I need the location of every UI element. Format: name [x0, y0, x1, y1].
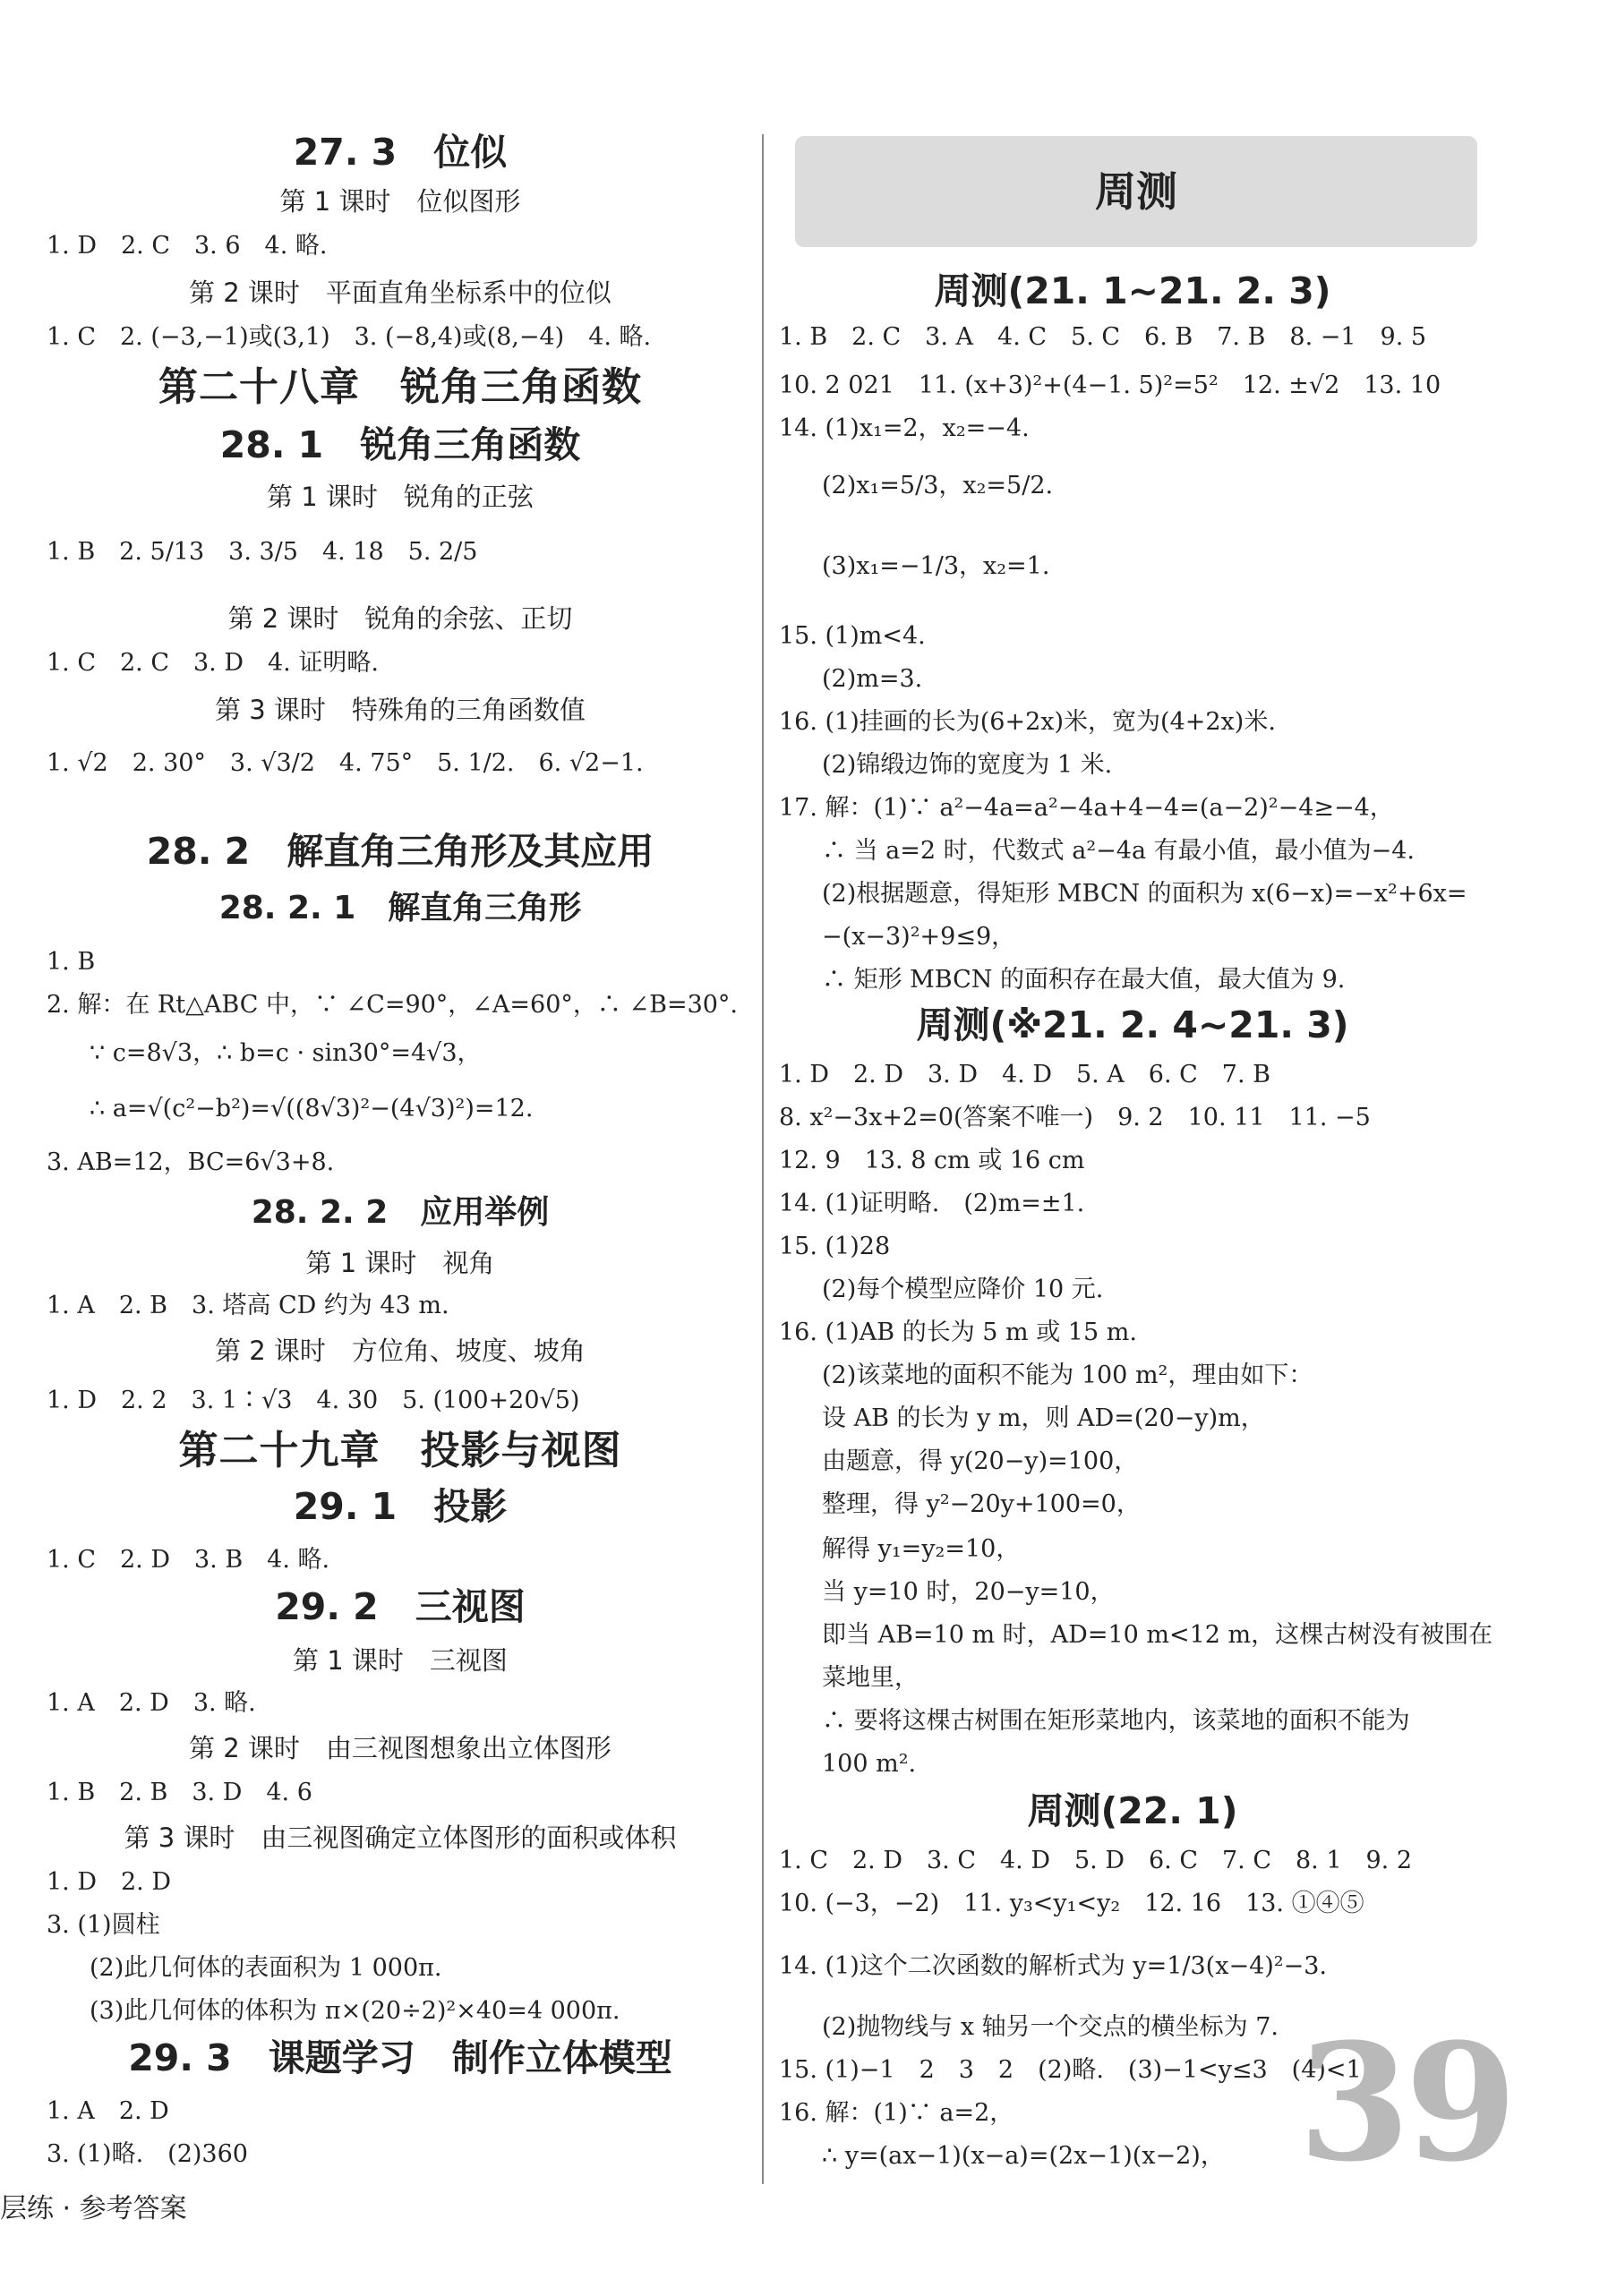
answer-line: 3. (1)圆柱 [47, 1911, 160, 1939]
answer-continuation: (3)此几何体的体积为 π×(20÷2)²×40=4 000π. [90, 1997, 620, 2025]
answer-line: 1. D 2. D 3. D 4. D 5. A 6. C 7. B [779, 1061, 1270, 1088]
lesson-heading: 第 2 课时 平面直角坐标系中的位似 [189, 277, 612, 308]
section-heading: 28. 1 锐角三角函数 [219, 423, 581, 466]
subsection-heading: 28. 2. 2 应用举例 [251, 1194, 550, 1231]
footer-label: 层练 · 参考答案 [0, 2193, 187, 2224]
section-heading: 周测(21. 1~21. 2. 3) [934, 269, 1331, 312]
answer-line: 1. A 2. B 3. 塔高 CD 约为 43 m. [47, 1292, 449, 1319]
answer-line: 1. D 2. C 3. 6 4. 略. [47, 232, 328, 260]
section-heading: 周测(※21. 2. 4~21. 3) [916, 1003, 1349, 1046]
answer-line: 1. B [47, 948, 96, 976]
answer-line: 1. A 2. D 3. 略. [47, 1689, 256, 1717]
answer-continuation: 菜地里， [822, 1664, 919, 1692]
lesson-heading: 第 1 课时 锐角的正弦 [267, 482, 534, 512]
answer-line: 15. (1)−1 2 3 2 (2)略. (3)−1<y≤3 (4)<1 [779, 2056, 1362, 2084]
answer-line: 1. B 2. 5/13 3. 3/5 4. 18 5. 2/5 [47, 538, 478, 566]
answer-continuation: ∴ 当 a=2 时，代数式 a²−4a 有最小值，最小值为−4. [822, 837, 1416, 865]
answer-line: 16. 解：(1)∵ a=2， [779, 2099, 1014, 2127]
column-divider [762, 134, 764, 2184]
answer-continuation: 设 AB 的长为 y m，则 AD=(20−y)m， [822, 1404, 1265, 1432]
answer-continuation: (3)x₁=−1/3，x₂=1. [822, 552, 1050, 580]
answer-continuation: (2)根据题意，得矩形 MBCN 的面积为 x(6−x)=−x²+6x= [822, 880, 1467, 908]
answer-line: 15. (1)m<4. [779, 622, 926, 650]
page-number: 39 [1298, 2009, 1512, 2198]
answer-continuation: (2)锦缎边饰的宽度为 1 米. [822, 751, 1113, 779]
answer-line: 1. C 2. C 3. D 4. 证明略. [47, 649, 379, 677]
lesson-heading: 第 1 课时 视角 [305, 1248, 495, 1278]
answer-continuation: (2)每个模型应降价 10 元. [822, 1276, 1104, 1303]
answer-line: 1. A 2. D [47, 2097, 169, 2125]
answer-line: 1. √2 2. 30° 3. √3/2 4. 75° 5. 1/2. 6. √2−1. [47, 749, 644, 777]
answer-continuation: 解得 y₁=y₂=10， [822, 1535, 1021, 1563]
answer-line: 12. 9 13. 8 cm 或 16 cm [779, 1147, 1085, 1174]
answer-continuation: ∴ 矩形 MBCN 的面积存在最大值，最大值为 9. [822, 966, 1346, 994]
lesson-heading: 第 1 课时 三视图 [293, 1645, 508, 1676]
answer-line: 10. (−3，−2) 11. y₃<y₁<y₂ 12. 16 13. ①④⑤ [779, 1890, 1364, 1917]
answer-line: 8. x²−3x+2=0(答案不唯一) 9. 2 10. 11 11. −5 [779, 1104, 1371, 1131]
lesson-heading: 第 1 课时 位似图形 [279, 186, 521, 217]
section-heading: 29. 3 课题学习 制作立体模型 [128, 2036, 672, 2079]
answer-continuation: (2)此几何体的表面积为 1 000π. [90, 1954, 442, 1982]
answer-line: 1. C 2. D 3. C 4. D 5. D 6. C 7. C 8. 1 9. 2 [779, 1847, 1413, 1874]
answer-continuation: ∵ c=8√3，∴ b=c · sin30°=4√3， [90, 1039, 482, 1067]
weekly-test-banner: 周测 [795, 136, 1477, 247]
section-heading: 28. 2 解直角三角形及其应用 [146, 830, 654, 873]
section-heading: 周测(22. 1) [1027, 1789, 1238, 1832]
section-heading: 29. 1 投影 [293, 1485, 508, 1528]
lesson-heading: 第 3 课时 特殊角的三角函数值 [215, 695, 586, 725]
answer-continuation: (2)该菜地的面积不能为 100 m²，理由如下： [822, 1361, 1313, 1389]
answer-continuation: (2)m=3. [822, 665, 923, 693]
answer-line: 1. C 2. D 3. B 4. 略. [47, 1546, 330, 1574]
answer-line: 1. B 2. B 3. D 4. 6 [47, 1779, 312, 1806]
answer-line: 14. (1)这个二次函数的解析式为 y=1/3(x−4)²−3. [779, 1952, 1327, 1980]
answer-line: 3. AB=12，BC=6√3+8. [47, 1148, 335, 1176]
answer-line: 10. 2 021 11. (x+3)²+(4−1. 5)²=5² 12. ±√2 13. 10 [779, 371, 1441, 399]
answer-continuation: (2)抛物线与 x 轴另一个交点的横坐标为 7. [822, 2013, 1279, 2041]
answer-line: 16. (1)挂画的长为(6+2x)米，宽为(4+2x)米. [779, 708, 1276, 736]
answer-line: 16. (1)AB 的长为 5 m 或 15 m. [779, 1319, 1137, 1346]
answer-line: 1. D 2. 2 3. 1∶√3 4. 30 5. (100+20√5) [47, 1387, 580, 1414]
lesson-heading: 第 3 课时 由三视图确定立体图形的面积或体积 [124, 1822, 677, 1853]
section-heading: 27. 3 位似 [293, 131, 508, 174]
answer-continuation: −(x−3)²+9≤9， [822, 923, 1016, 951]
answer-line: 1. D 2. D [47, 1868, 171, 1896]
answer-line: 1. B 2. C 3. A 4. C 5. C 6. B 7. B 8. −1 9. 5 [779, 323, 1427, 351]
answer-continuation: 当 y=10 时，20−y=10， [822, 1578, 1115, 1606]
answer-continuation: ∴ a=√(c²−b²)=√((8√3)²−(4√3)²)=12. [90, 1095, 534, 1122]
answer-continuation: 由题意，得 y(20−y)=100， [822, 1447, 1139, 1475]
answer-continuation: 100 m². [822, 1750, 917, 1778]
answer-line: 17. 解：(1)∵ a²−4a=a²−4a+4−4=(a−2)²−4≥−4， [779, 794, 1394, 822]
answer-continuation: 即当 AB=10 m 时，AD=10 m<12 m，这棵古树没有被围在 [822, 1621, 1493, 1649]
chapter-heading: 第二十八章 锐角三角函数 [158, 364, 642, 410]
section-heading: 29. 2 三视图 [275, 1585, 526, 1628]
answer-line: 14. (1)证明略. (2)m=±1. [779, 1190, 1085, 1217]
answer-continuation: ∴ y=(ax−1)(x−a)=(2x−1)(x−2)， [822, 2142, 1225, 2170]
chapter-heading: 第二十九章 投影与视图 [178, 1428, 622, 1473]
answer-line: 2. 解：在 Rt△ABC 中，∵ ∠C=90°，∠A=60°，∴ ∠B=30°. [47, 991, 739, 1019]
subsection-heading: 28. 2. 1 解直角三角形 [218, 890, 582, 926]
answer-line: 15. (1)28 [779, 1233, 891, 1260]
answer-continuation: ∴ 要将这棵古树围在矩形菜地内，该菜地的面积不能为 [822, 1707, 1410, 1735]
answer-line: 3. (1)略. (2)360 [47, 2140, 248, 2168]
answer-line: 1. C 2. (−3,−1)或(3,1) 3. (−8,4)或(8,−4) 4. 略. [47, 323, 652, 351]
lesson-heading: 第 2 课时 方位角、坡度、坡角 [215, 1336, 586, 1366]
lesson-heading: 第 2 课时 锐角的余弦、正切 [227, 603, 573, 634]
answer-continuation: 整理，得 y²−20y+100=0， [822, 1490, 1141, 1518]
answer-continuation: (2)x₁=5/3，x₂=5/2. [822, 472, 1054, 499]
answer-line: 14. (1)x₁=2，x₂=−4. [779, 414, 1030, 442]
lesson-heading: 第 2 课时 由三视图想象出立体图形 [189, 1733, 612, 1763]
